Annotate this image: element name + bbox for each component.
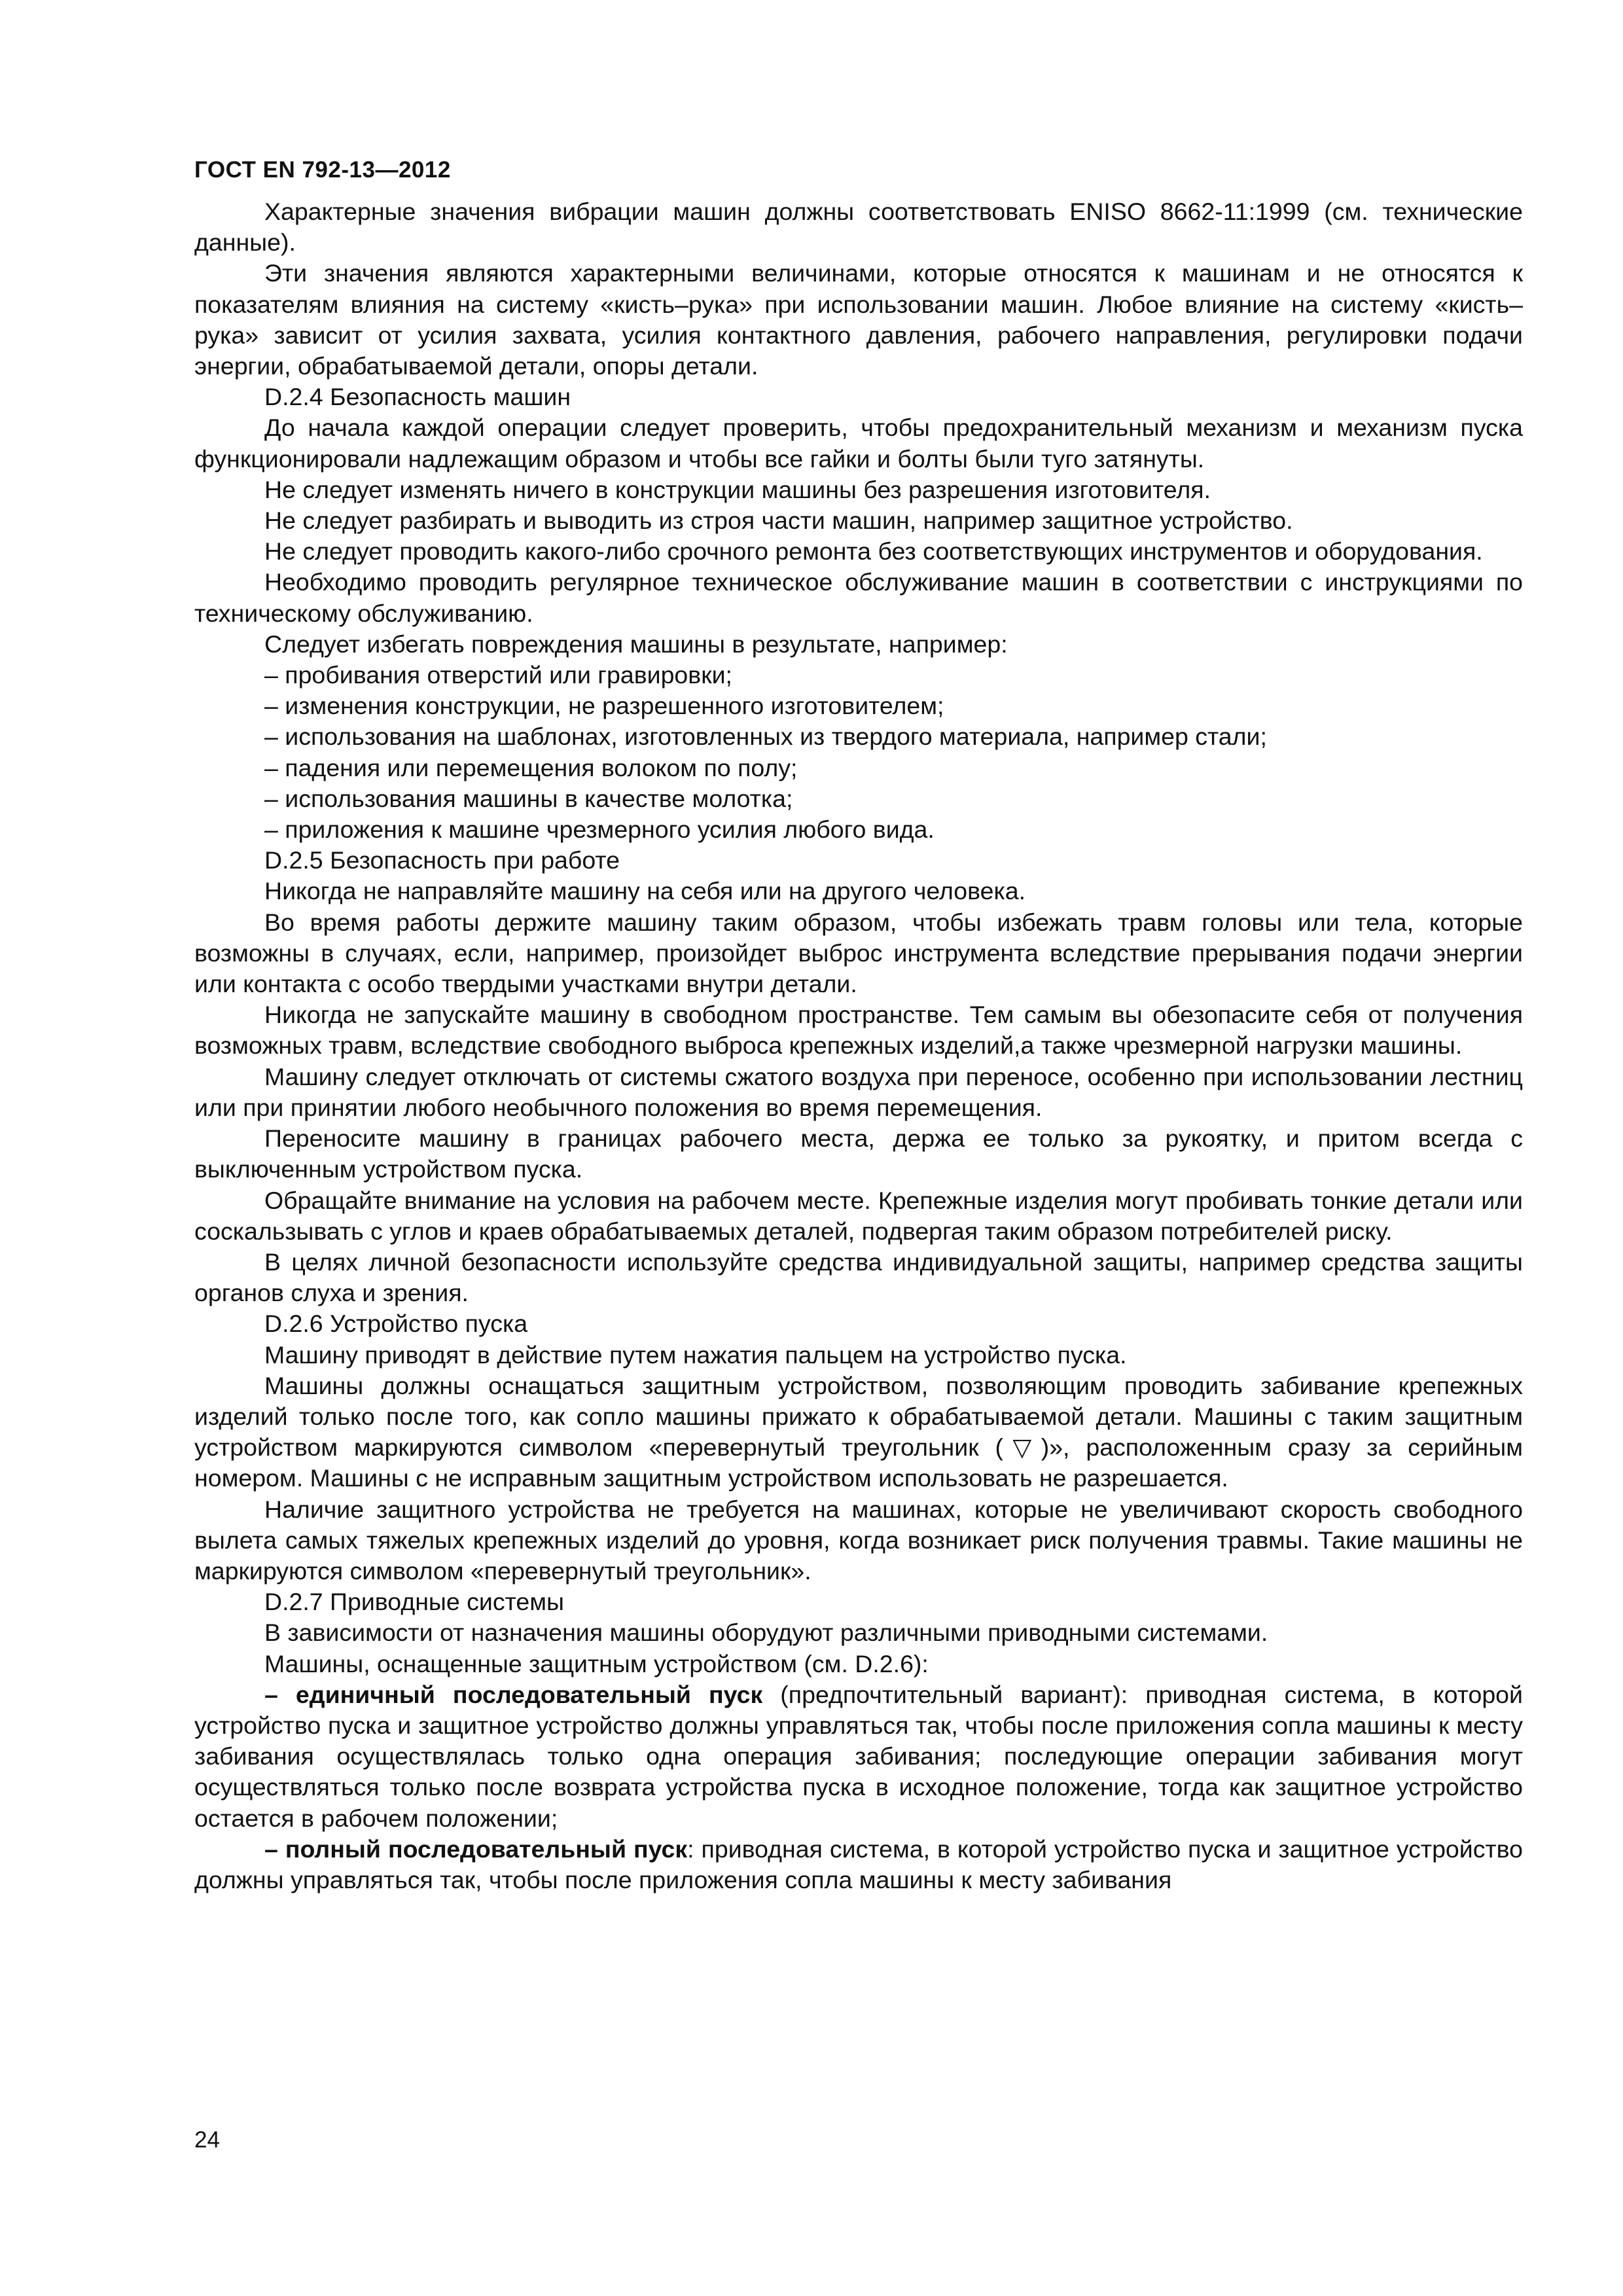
paragraph-text: До начала каждой операции следует проверить, чтобы предохранительный механизм и механизм пуска функционировали надлежащим образом и чтобы все гайки и болты были туго затянуты. [194, 414, 1523, 473]
paragraph-text: – использования на шаблонах, изготовленных из твердого материала, например стали; [264, 723, 1267, 751]
paragraph-text: Необходимо проводить регулярное техническое обслуживание машин в соответствии с инструкциями по техническому обслуживанию. [194, 568, 1523, 627]
paragraph [194, 814, 1523, 845]
paragraph-text: Машину следует отключать от системы сжатого воздуха при переносе, особенно при использовании лестниц или при принятии любого необычного положения во время перемещения. [194, 1062, 1523, 1121]
paragraph [194, 845, 1523, 876]
paragraph [194, 783, 1523, 814]
bold-term: – единичный последовательный пуск [264, 1680, 763, 1708]
paragraph [194, 999, 1523, 1061]
paragraph-text: В зависимости от назначения машины оборудуют различными приводными системами. [264, 1619, 1268, 1647]
paragraph-text: D.2.6 Устройство пуска [264, 1310, 528, 1338]
bold-term: – полный последовательный пуск [264, 1835, 688, 1863]
paragraph [194, 660, 1523, 691]
paragraph-text: D.2.4 Безопасность машин [264, 383, 571, 411]
paragraph [194, 1834, 1523, 1895]
paragraph-text: Следует избегать повреждения машины в результате, например: [264, 630, 1008, 658]
page-number: 24 [194, 2127, 220, 2153]
paragraph-text: D.2.7 Приводные системы [264, 1588, 564, 1616]
paragraph-text: Не следует проводить какого-либо срочного ремонта без соответствующих инструментов и оборудования. [264, 537, 1483, 565]
paragraph [194, 721, 1523, 752]
paragraph-text: Не следует разбирать и выводить из строя части машин, например защитное устройство. [264, 507, 1293, 535]
paragraph [194, 876, 1523, 906]
paragraph-text: : приводная система, в которой устройство пуска и защитное устройство должны управляться так, чтобы после приложения сопла машины к месту забивания [194, 1835, 1524, 1893]
paragraph-text: D.2.5 Безопасность при работе [264, 846, 620, 874]
paragraph [194, 1308, 1523, 1339]
paragraph-text: Во время работы держите машину таким образом, чтобы избежать травм головы или тела, которые возможны в случаях, если, например, произойдет выброс инструмента вследствие прерывания подачи энергии или контакта с особо твердыми участками внутри детали. [194, 908, 1523, 998]
paragraph [194, 1679, 1523, 1834]
paragraph-text: Машины должны оснащаться защитным устройством, позволяющим проводить забивание крепежных изделий только после того, как сопло машины прижато к обрабатываемой детали. Машины с таким защитным устройством маркируются символом «перевернутый треугольник (▽)», расположенным сразу за серийным номером. Машины с не исправным защитным устройством использовать не разрешается. [194, 1371, 1523, 1492]
paragraph [194, 1494, 1523, 1587]
paragraph [194, 1649, 1523, 1679]
paragraph-text: – использования машины в качестве молотка; [264, 784, 793, 812]
paragraph-text: Наличие защитного устройства не требуется на машинах, которые не увеличивают скорость свободного вылета самых тяжелых крепежных изделий до уровня, когда возникает риск получения травмы. Такие машины не маркируются символом «перевернутый треугольник». [194, 1495, 1523, 1585]
paragraph-text: Характерные значения вибрации машин должны соответствовать ENISO 8662-11:1999 (см. технические данные). [194, 198, 1523, 257]
paragraph-text: – пробивания отверстий или гравировки; [264, 661, 732, 689]
paragraph-text: Переносите машину в границах рабочего места, держа ее только за рукоятку, и притом всегда с выключенным устройством пуска. [194, 1124, 1523, 1183]
document-header: ГОСТ EN 792-13—2012 [194, 157, 451, 183]
document-body [194, 196, 1523, 1895]
paragraph [194, 412, 1523, 474]
paragraph-text: (предпочтительный вариант): приводная система, в которой устройство пуска и защитное устройство должны управляться так, чтобы после приложения сопла машины к месту забивания осуществлялась только одна операция забивания; последующие операции забивания могут осуществляться только после возврата устройства пуска в исходное положение, тогда как защитное устройство остается в рабочем положении; [194, 1680, 1523, 1832]
paragraph-text: В целях личной безопасности используйте средства индивидуальной защиты, например средства защиты органов слуха и зрения. [194, 1247, 1523, 1307]
paragraph-text: Никогда не запускайте машину в свободном пространстве. Тем самым вы обезопасите себя от получения возможных травм, вследствие свободного выброса крепежных изделий,а также чрезмерной нагрузки машины. [194, 1001, 1523, 1060]
paragraph [194, 1185, 1523, 1247]
paragraph [194, 475, 1523, 505]
paragraph-text: Не следует изменять ничего в конструкции машины без разрешения изготовителя. [264, 475, 1211, 503]
paragraph-text: – падения или перемещения волоком по полу; [264, 753, 798, 781]
paragraph [194, 1062, 1523, 1123]
paragraph [194, 753, 1523, 783]
paragraph [194, 1247, 1523, 1308]
paragraph [194, 382, 1523, 412]
paragraph-text: Машину приводят в действие путем нажатия пальцем на устройство пуска. [264, 1340, 1127, 1369]
paragraph [194, 536, 1523, 567]
paragraph-text: – изменения конструкции, не разрешенного изготовителем; [264, 692, 944, 720]
paragraph [194, 567, 1523, 628]
paragraph [194, 907, 1523, 1000]
paragraph-text: – приложения к машине чрезмерного усилия любого вида. [264, 816, 935, 844]
paragraph [194, 1587, 1523, 1617]
paragraph-text: Эти значения являются характерными величинами, которые относятся к машинам и не относятся к показателям влияния на систему «кисть–рука» при использовании машин. Любое влияние на систему «кисть–рука» зависит от усилия захвата, усилия контактного давления, рабочего направления, регулировки подачи энергии, обрабатываемой детали, опоры детали. [194, 259, 1523, 380]
paragraph [194, 258, 1523, 382]
paragraph [194, 1617, 1523, 1648]
paragraph-text: Машины, оснащенные защитным устройством (см. D.2.6): [264, 1649, 929, 1677]
paragraph [194, 629, 1523, 660]
paragraph [194, 1340, 1523, 1371]
paragraph [194, 505, 1523, 536]
paragraph [194, 196, 1523, 258]
paragraph [194, 1371, 1523, 1494]
paragraph [194, 1123, 1523, 1185]
paragraph-text: Обращайте внимание на условия на рабочем месте. Крепежные изделия могут пробивать тонкие детали или соскальзывать с углов и краев обрабатываемых деталей, подвергая таким образом потребителей риску. [194, 1186, 1523, 1245]
paragraph-text: Никогда не направляйте машину на себя или на другого человека. [264, 877, 1026, 905]
paragraph [194, 691, 1523, 721]
